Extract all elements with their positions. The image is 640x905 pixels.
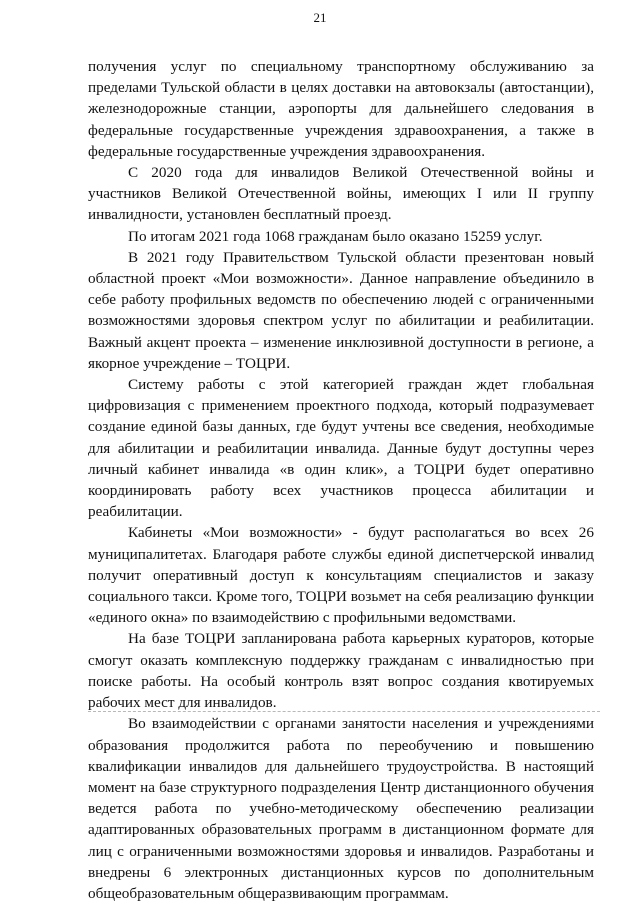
paragraph-2021-results: По итогам 2021 года 1068 гражданам было оказано 15259 услуг. xyxy=(128,227,543,245)
paragraph-my-opportunities-project: В 2021 году Правительством Тульской области презентован новый областной проект «Мои возможности». Данное направление объединило в себе работу профильных ведомств по обеспечению людей с ограниченными возможностями здоровья спектром услуг по абилитации и реабилитации. Важный акцент проекта – изменение инклюзивной доступности в регионе, а якорное учреждение – ТОЦРИ. xyxy=(88,248,594,372)
paragraph-free-travel: С 2020 года для инвалидов Великой Отечественной войны и участников Великой Отечественной войны, имеющих I или II группу инвалидности, установлен бесплатный проезд. xyxy=(88,164,594,224)
paragraph-career-curators: На базе ТОЦРИ запланирована работа карьерных кураторов, которые смогут оказать комплексную поддержку гражданам с инвалидностью при поиске работы. На особый контроль взят вопрос создания квотируемых рабочих мест для инвалидов. xyxy=(88,630,594,712)
scan-fold-line xyxy=(88,711,600,712)
paragraph-transport-services: получения услуг по специальному транспортному обслуживанию за пределами Тульской области в целях доставки на автовокзалы (автостанции), железнодорожные станции, аэропорты для дальнейшего следования в федеральные государственные учреждения здравоохранения, а также в федеральные государственные учреждения здравоохранения. xyxy=(88,58,594,160)
paragraph-education-retraining: Во взаимодействии с органами занятости населения и учреждениями образования продолжится работа по переобучению и повышению квалификации инвалидов для дальнейшего трудоустройства. В настоящий момент на базе структурного подразделения Центр дистанционного обучения ведется работа по учебно-методическому обеспечению реализации адаптированных образовательных программ в дистанционном формате для лиц с ограниченными возможностями здоровья и инвалидов. Разработаны и внедрены 6 электронных дистанционных курсов по дополнительным общеобразовательным общеразвивающим программам. xyxy=(88,715,594,902)
document-body xyxy=(88,56,594,904)
page-number: 21 xyxy=(313,10,327,25)
paragraph-offices: Кабинеты «Мои возможности» - будут располагаться во всех 26 муниципалитетах. Благодаря работе службы единой диспетчерской инвалид получит оперативный доступ к консультациям специалистов и заказу социального такси. Кроме того, ТОЦРИ возьмет на себя реализацию функции «единого окна» по взаимодействию с профильными ведомствами. xyxy=(88,524,594,627)
paragraph-digitalization: Систему работы с этой категорией граждан ждет глобальная цифровизация с применением проектного подхода, который подразумевает создание единой базы данных, где будут учтены все сведения, необходимые для абилитации и реабилитации инвалида. Данные будут доступны через личный кабинет инвалида «в один клик», а ТОЦРИ будет оперативно координировать работу всех участников процесса абилитации и реабилитации. xyxy=(88,376,594,521)
